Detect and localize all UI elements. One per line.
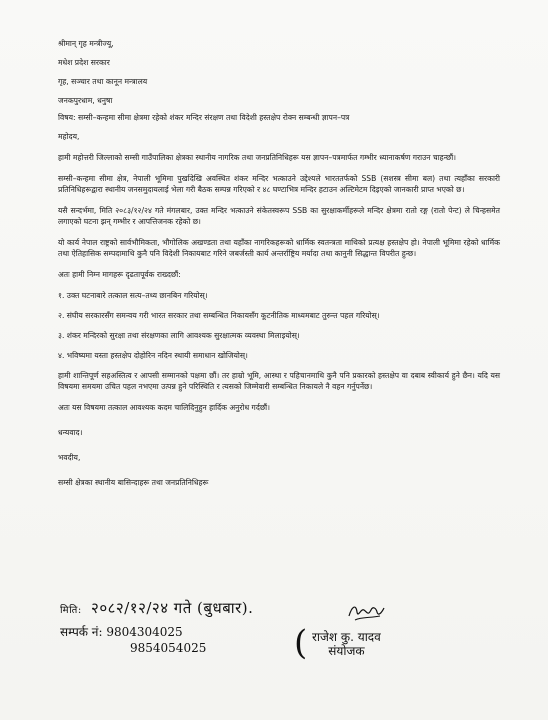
paragraph-1: हामी महोत्तरी जिल्लाको सम्सी गाउँपालिका क्षेत्रका स्थानीय नागरिक तथा जनप्रतिनिधिहरू यस ज्ञापन–पत्रमार्फत गम्भीर ध्यानाकर्षण गराउन चाहन्छौं। — [58, 153, 457, 162]
paragraph-4: यो कार्य नेपाल राष्ट्रको सार्वभौमिकता, भौगोलिक अखण्डता तथा यहाँका नागरिकहरूको धार्मिक स्वतन्त्रता माथिको प्रत्यक्ष हस्तक्षेप हो। नेपाली भूमिमा रहेको धार्मिक तथा ऐतिहासिक सम्पदामाथि कुनै पनि विदेशी निकायबाट गरिने जबर्जस्ती कार्य अन्तर्राष्ट्रिय मर्यादा तथा कानुनी सिद्धान्त विपरीत हुन्छ। — [58, 238, 500, 258]
demand-item-3: ३. शंकर मन्दिरको सुरक्षा तथा संरक्षणका लागि आवश्यक सुरक्षात्मक व्यवस्था मिलाइयोस्। — [58, 331, 300, 340]
demand-item-1: १. उक्त घटनाबारे तत्काल सत्य–तथ्य छानबिन गरियोस्। — [58, 291, 208, 300]
salutation: महोदय, — [58, 132, 80, 141]
handwritten-name — [294, 623, 381, 663]
address-line-3: गृह, सञ्चार तथा कानून मन्त्रालय — [58, 77, 148, 86]
paragraph-request: अतः यस विषयमा तत्काल आवश्यक कदम चालिदिनुहुन हार्दिक अनुरोध गर्दछौं। — [58, 403, 271, 412]
address-line-1: श्रीमान् गृह मन्त्रीज्यू, — [58, 39, 114, 48]
letter-body — [58, 38, 500, 500]
paragraph-3: यसै सन्दर्भमा, मिति २०८३/१२/२४ गते मंगलबार, उक्त मन्दिर भत्काउने संकेतस्वरूप SSB का सुरक्षाकर्मीहरूले मन्दिर क्षेत्रमा रातो रङ्ग (रातो पेन्ट) ले चिन्हसमेत लगाएको घटना झन् गम्भीर र आपत्तिजनक रहेको छ। — [58, 206, 500, 226]
signers-text: सम्सी क्षेत्रका स्थानीय बासिन्दाहरू तथा जनप्रतिनिधिहरू — [58, 478, 209, 487]
demand-item-4: ४. भविष्यमा यस्ता हस्तक्षेप दोहोरिन नदिन स्थायी समाधान खोजियोस्। — [58, 351, 248, 360]
handwritten-date — [60, 598, 253, 618]
name-line-1: राजेश कु. यादव — [312, 630, 381, 644]
signature-mark — [346, 600, 386, 624]
phone-number-2: 9854054025 — [130, 641, 207, 655]
paragraph-2: सम्सी–कन्हमा सीमा क्षेत्र, नेपाली भूमिमा पुर्खादेखि अवस्थित शंकर मन्दिर भत्काउने उद्देश्यले भारततर्फको SSB (सशस्त्र सीमा बल) तथा त्यहाँका सरकारी प्रतिनिधिहरूद्वारा स्थानीय जनसमुदायलाई भेला गरी बैठक सम्पन्न गरिएको र ४८ घण्टाभित्र मन्दिर हटाउन अल्टिमेटम दिइएको जानकारी प्राप्त भएको छ। — [58, 174, 500, 194]
address-line-2: मधेश प्रदेश सरकार — [58, 58, 110, 67]
brace-mark: ( — [294, 623, 308, 663]
subject-line: विषय: सम्सी–कन्हमा सीमा क्षेत्रमा रहेको शंकर मन्दिर संरक्षण तथा विदेशी हस्तक्षेप रोक्न सम्बन्धी ज्ञापन–पत्र — [58, 113, 350, 122]
date-value: २०८२/१२/२४ गते (बुधबार). — [91, 599, 254, 617]
handwritten-contact — [60, 624, 206, 656]
paragraph-coexistence: हामी शान्तिपूर्ण सहअस्तित्व र आपसी सम्मानको पक्षमा छौं। तर हाम्रो भूमि, आस्था र पहिचानमाथि कुनै पनि प्रकारको हस्तक्षेप वा दबाब स्वीकार्य हुने छैन। यदि यस विषयमा समयमा उचित पहल नभएमा उत्पन्न हुने परिस्थिति र त्यसको जिम्मेवारी सम्बन्धित निकायले नै वहन गर्नुपर्नेछ। — [58, 371, 500, 391]
date-label: मिति: — [60, 605, 82, 616]
phone-number-1: 9804304025 — [106, 625, 183, 639]
recipient-address — [58, 38, 500, 106]
closing-text: भवदीय, — [58, 453, 81, 462]
phone-label: सम्पर्क नं: — [60, 625, 103, 639]
name-line-2: संयोजक — [328, 644, 365, 658]
thanks-text: धन्यवाद। — [58, 428, 83, 437]
address-line-4: जनकपुरधाम, धनुषा — [58, 96, 113, 105]
demand-item-2: २. संघीय सरकारसँग समन्वय गरी भारत सरकार तथा सम्बन्धित निकायसँग कूटनीतिक माध्यमबाट तुरुन्त पहल गरियोस्। — [58, 311, 380, 320]
demands-intro: अतः हामी निम्न मागहरू दृढतापूर्वक राख्दछौं: — [58, 270, 181, 279]
